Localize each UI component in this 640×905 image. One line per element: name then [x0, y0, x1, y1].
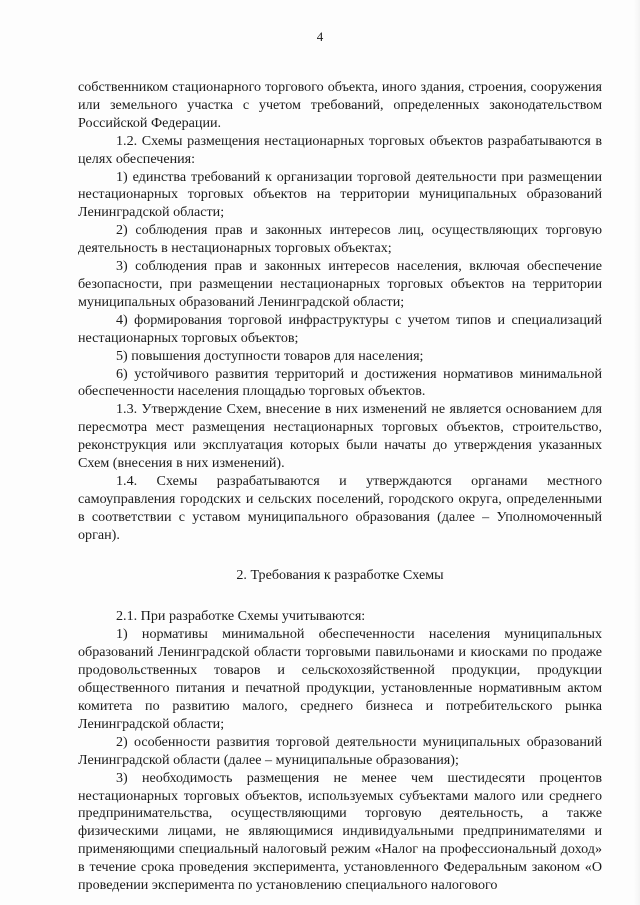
list-item-1-2-5: 5) повышения доступности товаров для населения;: [116, 347, 424, 364]
scan-edge-shadow: [634, 0, 640, 905]
paragraph-1-2: 1.2. Схемы размещения нестационарных торговых объектов разрабатываются в целях обеспечения:: [78, 132, 602, 167]
list-item-1-2-1: 1) единства требований к организации торговой деятельности при размещении нестационарных торговых объектов на территории муниципальных образований Ленинградской области;: [78, 168, 602, 221]
page-number: 4: [316, 29, 324, 44]
paragraph-2-1: 2.1. При разработке Схемы учитываются:: [116, 608, 366, 625]
paragraph-1-4: 1.4. Схемы разрабатываются и утверждаются органами местного самоуправления городских и сельских поселений, городского округа, определенными в соответствии с уставом муниципального образования (далее – Уполномоченный орган).: [78, 472, 602, 543]
list-item-2-1-3: 3) необходимость размещения не менее чем шестидесяти процентов нестационарных торговых объектов, используемых субъектами малого или среднего предпринимательства, осуществляющими торговую деятельность, а также физическими лицами, не являющимися индивидуальными предпринимателями и применяющими специальный налоговый режим «Налог на профессиональный доход» в течение срока проведения эксперимента, установленного Федеральным законом «О проведении эксперимента по установлению специального налогового: [78, 769, 602, 894]
list-item-1-2-2: 2) соблюдения прав и законных интересов лиц, осуществляющих торговую деятельность в нестационарных торговых объектах;: [78, 222, 602, 257]
section-2-heading: 2. Требования к разработке Схемы: [236, 566, 444, 583]
list-item-2-1-2: 2) особенности развития торговой деятельности муниципальных образований Ленинградской области (далее – муниципальные образования);: [78, 733, 602, 768]
paragraph-1-3: 1.3. Утверждение Схем, внесение в них изменений не является основанием для пересмотра мест размещения нестационарных торговых объектов, строительство, реконструкция или эксплуатация которых были начаты до утверждения указанных Схем (внесения в них изменений).: [78, 401, 602, 472]
list-item-2-1-1: 1) нормативы минимальной обеспеченности населения муниципальных образований Ленинградской области торговыми павильонами и киосками по продаже продовольственных товаров и сельскохозяйственной продукции, продукции общественного питания и печатной продукции, установленные нормативным актом комитета по развитию малого, среднего бизнеса и потребительского рынка Ленинградской области;: [78, 626, 602, 732]
list-item-1-2-3: 3) соблюдения прав и законных интересов населения, включая обеспечение безопасности, при размещении нестационарных торговых объектов на территории муниципальных образований Ленинградской области;: [78, 258, 602, 310]
list-item-1-2-4: 4) формирования торговой инфраструктуры с учетом типов и специализаций нестационарных торговых объектов;: [78, 311, 602, 346]
list-item-1-2-6: 6) устойчивого развития территорий и достижения нормативов минимальной обеспеченности населения площадью торговых объектов.: [78, 365, 602, 400]
paragraph-continuation: собственником стационарного торгового объекта, иного здания, строения, сооружения или земельного участка с учетом требований, определенных законодательством Российской Федерации.: [78, 79, 602, 131]
document-body: [78, 79, 602, 895]
